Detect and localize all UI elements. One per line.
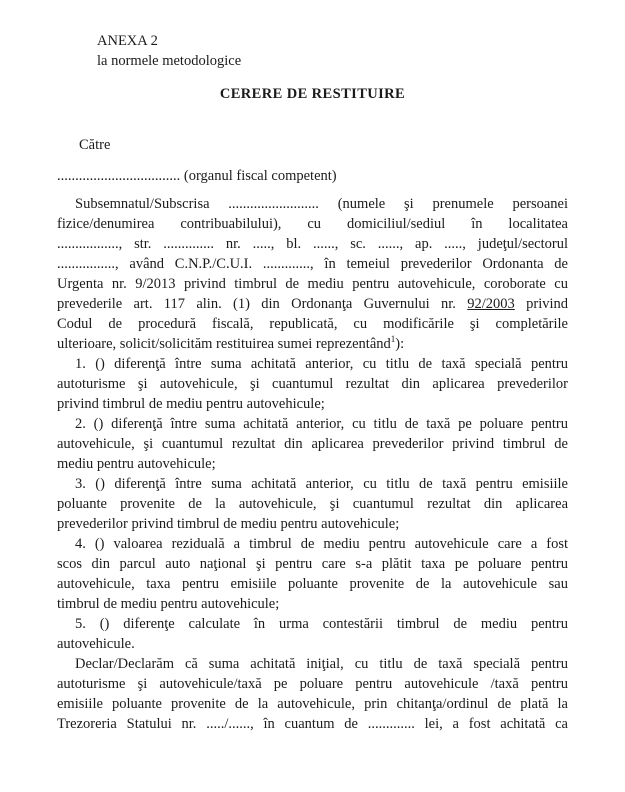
document-header [97,31,568,71]
paragraph-line: 1. () diferenţă între suma achitată anterior, cu titlu de taxă specială pentru [75,356,568,372]
paragraph-line: autovehicule. [57,636,135,652]
paragraph-line: autovehicule, şi cuantumul rezultat din aplicarea prevederilor privind timbrul de [57,436,568,452]
paragraphs [57,194,568,734]
item-2-paragraph [57,414,568,474]
footnote-marker: 1 [390,334,396,345]
item-1-paragraph [57,354,568,414]
addressee-blank-field: .................................. [57,168,181,184]
addressee-line [57,166,568,186]
paragraph-line: privind timbrul de mediu pentru autovehicule; [57,396,325,412]
paragraph-line: ................, având C.N.P./C.U.I. ............., în temeiul prevederilor Ordonanta de [57,256,568,272]
paragraph-line: timbrul de mediu pentru autovehicule; [57,596,280,612]
paragraph-line: 4. () valoarea reziduală a timbrul de mediu pentru autovehicule care a fost [75,536,568,552]
paragraph-line: 2. () diferenţă între suma achitată anterior, cu titlu de taxă pe poluare pentru [75,416,568,432]
item-3-paragraph [57,474,568,534]
paragraph-line: mediu pentru autovehicule; [57,456,216,472]
paragraph-line: ................., str. .............. nr. ....., bl. ......, sc. ......, ap. ....., judeţul/sectorul [57,236,568,252]
paragraph-line: Trezoreria Statului nr. ...../......, în cuantum de ............. lei, a fost achitată ca [57,716,568,732]
annex-label: ANEXA 2 [97,33,158,49]
paragraph-line: fizice/denumirea contribuabilului), cu domiciliul/sediul în localitatea [57,216,568,232]
item-4-paragraph [57,534,568,614]
addressee-label: Către [79,137,111,153]
document-title: CERERE DE RESTITUIRE [219,86,406,102]
paragraph-line: 5. () diferenţe calculate în urma contestării timbrul de mediu pentru [75,616,568,632]
item-5-paragraph [57,614,568,654]
addressee-caption: (organul fiscal competent) [183,168,337,184]
paragraph-line: emisiile poluante provenite de la autovehicule, prin chitanţa/ordinul de plată la [57,696,568,712]
paragraph-line: 3. () diferenţă între suma achitată anterior, cu titlu de taxă pentru emisiile [75,476,568,492]
paragraph-line: prevederilor privind timbrul de mediu pentru autovehicule; [57,516,400,532]
paragraph-line: autoturisme şi autovehicule/taxă pe poluare pentru autovehicule /taxă pentru [57,676,568,692]
paragraph-line: scos din parcul auto naţional şi pentru care s-a plătit taxa pe poluare pentru [57,556,568,572]
paragraph-line: poluante provenite de la autovehicule, şi cuantumul rezultat din aplicarea [57,496,568,512]
declaration-paragraph [57,654,568,734]
paragraph-line: Subsemnatul/Subscrisa ......................... (numele şi prenumele persoanei [75,196,568,212]
paragraph-line: Codul de procedură fiscală, republicată, cu modificările şi completările [57,316,568,332]
paragraph-line: prevederile art. 117 alin. (1) din Ordonanţa Guvernului nr. 92/2003 privind [57,296,568,312]
paragraph-line: autovehicule, taxa pentru emisiile poluante provenite de la autovehicule sau [57,576,568,592]
intro-paragraph [57,194,568,354]
paragraph-line: autoturisme şi autovehicule, şi cuantumul rezultat din aplicarea prevederilor [57,376,568,392]
paragraph-line: ulterioare, solicit/solicităm restituirea sumei reprezentând$^1$): [57,334,405,352]
annex-subtitle: la normele metodologice [97,53,242,69]
paragraph-line: Urgenta nr. 9/2013 privind timbrul de mediu pentru autovehicule, coroborate cu [57,276,568,292]
underlined-reference: 92/2003 [467,296,515,312]
paragraph-line: Declar/Declarăm că suma achitată iniţial, cu titlu de taxă specială pentru [75,656,568,672]
